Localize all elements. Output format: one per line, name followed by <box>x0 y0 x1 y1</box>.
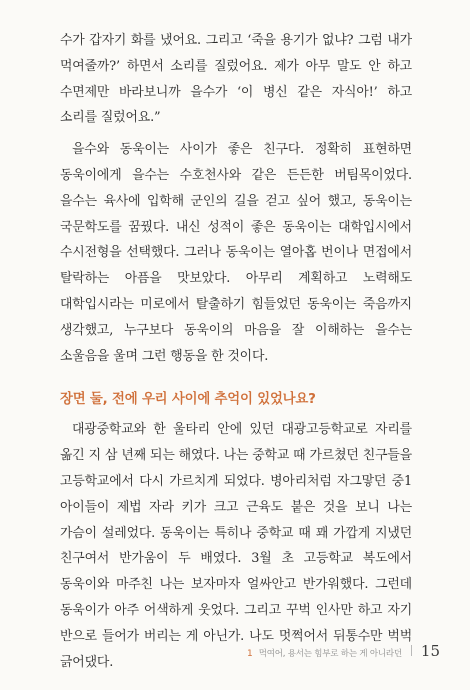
section-heading: 장면 둘, 전에 우리 사이에 추억이 있었나요? <box>60 392 316 408</box>
body-paragraph: 대광중학교와 한 울타리 안에 있던 대광고등학교로 자리를 옮긴 지 삼 년째 되는 해였다. 나는 중학교 때 가르쳤던 친구들을 고등학교에서 다시 가르치게 되었다. 병아리처럼 자그맣던 중1 아이들이 제법 자라 키가 크고 근육도 붙은 것을 보니 나는 가슴이 설레었다. 동욱이는 특히나 중학교 때 꽤 가깝게 지냈던 친구여서 반가움이 두 배였다. 3월 초 고등학교 복도에서 동욱이와 마주친 나는 보자마자 얼싸안고 반가워했다. 그런데 동욱이가 아주 어색하게 웃었다. 그리고 꾸벅 인사만 하고 자기 반으로 들어가 버리는 게 아닌가. 나도 멋쩍어서 뒤통수만 벅벅 긁어댔다. <box>60 422 412 670</box>
page-number: 15 <box>420 642 440 660</box>
body-paragraph: 을수와 동욱이는 사이가 좋은 친구다. 정확히 표현하면 동욱이에게 을수는 수호천사와 같은 든든한 버팀목이었다. 을수는 육사에 입학해 군인의 길을 걷고 싶어 했고, 동욱이는 국문학도를 꿈꿨다. 내신 성적이 좋은 동욱이는 대학입시에서 수시전형을 선택했다. 그러나 동욱이는 열아홉 번이나 면접에서 탈락하는 아픔을 맛보았다. 아무리 계획하고 노력해도 대학입시라는 미로에서 탈출하기 힘들었던 동욱이는 죽음까지 생각했고, 누구보다 동욱이의 마음을 잘 이해하는 을수는 소울음을 울며 그런 행동을 한 것이다. <box>60 142 412 364</box>
footer-chapter-title: 먹여어, 용서는 힘부로 하는 게 아니라던 <box>258 649 402 659</box>
footer-divider <box>411 645 412 656</box>
book-page-body <box>60 28 412 681</box>
body-paragraph: 수가 갑자기 화를 냈어요. 그리고 ‘죽을 용기가 없냐? 그럼 내가 먹여줄까?’ 하면서 소리를 질렀어요. 제가 아무 말도 안 하고 수면제만 바라보니까 을수가 ‘이 병신 같은 자식아!’ 하고 소리를 질렀어요.” <box>60 33 412 126</box>
page-footer <box>247 642 440 660</box>
footer-chapter-number: 1 <box>246 649 253 659</box>
